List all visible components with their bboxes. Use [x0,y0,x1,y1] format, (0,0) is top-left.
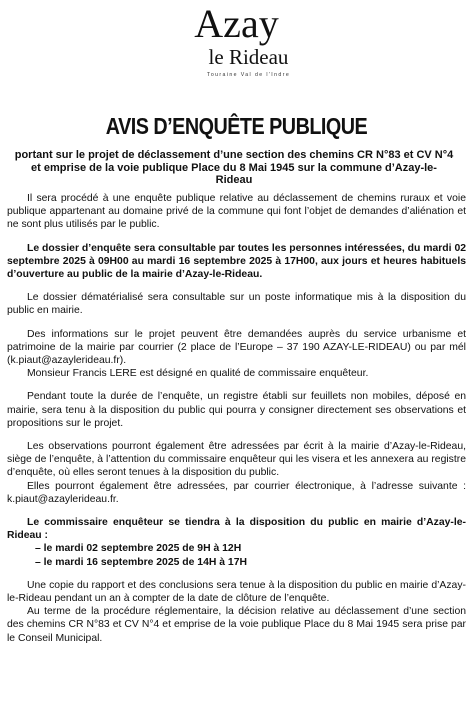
logo-tagline: Touraine Val de l'Indre [206,72,291,78]
paragraph-consultation-dates: Le dossier d’enquête sera consultable par toutes les personnes intéressées, du mardi 02 septembre 2025 à 09H00 au mardi 16 septembre 2025 à 17H00, aux jours et heures habituels d’ouverture au public de la mairie d’Azay-le-Rideau. [7,242,466,281]
permanence-item: – le mardi 02 septembre 2025 de 9H à 12H [35,543,242,555]
permanence-item: – le mardi 16 septembre 2025 de 14H à 17H [35,556,247,568]
notice-body [7,192,466,645]
logo-le-rideau-text: le Rideau [208,45,289,69]
paragraph-report-copy: Une copie du rapport et des conclusions sera tenue à la disposition du public en mairie d’Azay-le-Rideau pendant un an à compter de la date de clôture de l’enquête. [7,579,466,605]
paragraph-commissioner: Monsieur Francis LERE est désigné en qualité de commissaire enquêteur. [27,368,369,380]
paragraph-information: Des informations sur le projet peuvent être demandées auprès du service urbanisme et patrimoine de la mairie par courrier (2 place de l’Europe – 37 190 AZAY-LE-RIDEAU) ou par mél (k.piaut@azaylerideau.fr). [7,328,466,367]
notice-title: AVIS D’ENQUÊTE PUBLIQUE [105,113,368,139]
paragraph-written-observations: Les observations pourront également être adressées par écrit à la mairie d’Azay-le-Rideau, siège de l’enquête, à l’attention du commissaire enquêteur qui les visera et les annexera au registre d’enquête, où elles seront tenues à la disposition du public. [7,441,466,479]
paragraph-intro: Il sera procédé à une enquête publique relative au déclassement de chemins ruraux et voie publique appartenant au domaine privé de la commune qui font l’objet de demandes d’aliénation et ne sont plus utilisés par le public. [7,193,466,231]
paragraph-decision: Au terme de la procédure réglementaire, la décision relative au déclassement d’une section des chemins CR N°83 et CV N°4 et emprise de la voie publique Place du 8 Mai 1945 sera prise par le Conseil Municipal. [7,606,466,644]
paragraph-digital-file: Le dossier dématérialisé sera consultable sur un poste informatique mis à la disposition du public en mairie. [7,292,466,317]
paragraph-register: Pendant toute la durée de l’enquête, un registre établi sur feuillets non mobiles, déposé en mairie, sera tenu à la disposition du public qui pourra y consigner directement ses observations et propositions sur le projet. [7,391,466,429]
paragraph-email-observations: Elles pourront également être adressées, par courrier électronique, à l’adresse suivante : k.piaut@azaylerideau.fr. [7,480,466,505]
logo-azay-text: Azay [194,1,279,46]
notice-subject: portant sur le projet de déclassement d’une section des chemins CR N°83 et CV N°4 et emprise de la voie publique Place du 8 Mai 1945 sur la commune d’Azay-le-Rideau [14,149,454,187]
town-logo [0,1,473,79]
paragraph-permanences: Le commissaire enquêteur se tiendra à la disposition du public en mairie d’Azay-le-Rideau : [7,517,466,542]
